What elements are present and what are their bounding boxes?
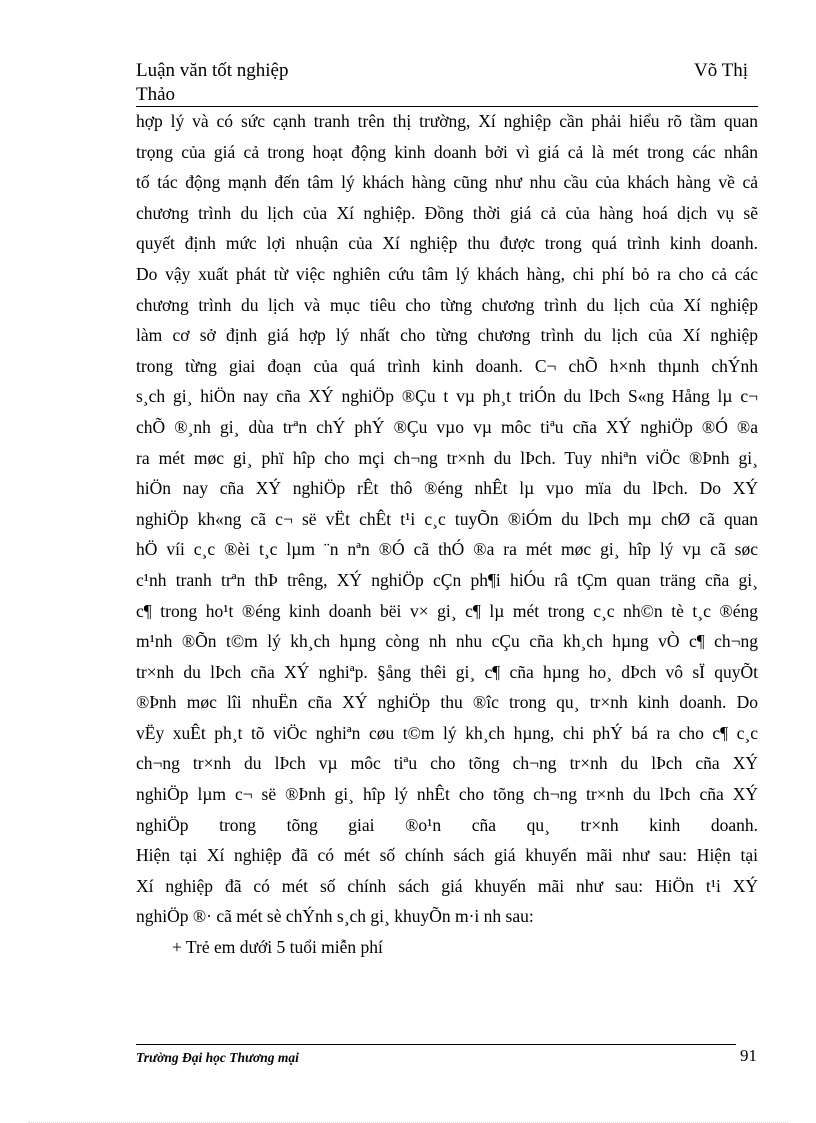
body-line: trong từng giai đoạn của quá trình kinh doanh. C¬ chÕ h×nh thµnh chÝnh: [136, 355, 758, 376]
body-line: Hiện tại Xí nghiệp đã có mét số chính sách giá khuyến mãi như sau: Hiện tại: [136, 845, 758, 866]
body-line: ®Þnh møc lîi nhuËn cña XÝ nghiÖp thu ®îc trong qu¸ tr×nh kinh doanh. Do: [136, 692, 758, 713]
body-line: chương trình du lịch và mục tiêu cho từng chương trình du lịch của Xí nghiệp: [136, 294, 758, 315]
body-line: nghiÖp lµm c¬ së ®Þnh gi¸ hîp lý nhÊt cho tõng ch¬ng tr×nh du lÞch cña XÝ: [136, 784, 758, 805]
body-line: làm cơ sở định giá hợp lý nhất cho từng chương trình du lịch của Xí nghiệp: [136, 325, 758, 346]
footer-school-name: Trường Đại học Thương mại: [136, 1050, 299, 1065]
page-number: 91: [740, 1046, 757, 1065]
header-author-name: Võ Thị: [694, 60, 749, 81]
body-line: nghiÖp ®· cã mét sè chÝnh s¸ch gi¸ khuyÕn m·i nh sau:: [136, 906, 534, 927]
header-author-surname: Thảo: [136, 84, 176, 105]
body-text: [136, 106, 758, 963]
body-line: trọng của giá cả trong hoạt động kinh doanh bởi vì giá cả là mét trong các nhân: [136, 141, 758, 162]
footer-divider: [136, 1044, 736, 1045]
body-line: m¹nh ®Õn t©m lý kh¸ch hµng còng nh nhu cÇu cña kh¸ch hµng vÒ c¶ ch¬ng: [136, 631, 758, 652]
body-line: nghiÖp trong tõng giai ®o¹n cña qu¸ tr×nh kinh doanh.: [136, 814, 758, 835]
body-line: c¹nh tranh trªn thÞ trêng, XÝ nghiÖp cÇn ph¶i hiÓu râ tÇm quan träng cña gi¸: [136, 569, 758, 590]
body-line: hợp lý và có sức cạnh tranh trên thị trường, Xí nghiệp cần phải hiểu rõ tầm quan: [136, 111, 758, 131]
body-line: Xí nghiệp đã có mét số chính sách giá khuyến mãi như sau: HiÖn t¹i XÝ: [136, 875, 758, 896]
body-line: s¸ch gi¸ hiÖn nay cña XÝ nghiÖp ®Çu t vµ ph¸t triÓn du lÞch S«ng Hång lµ c¬: [136, 386, 758, 407]
body-line: tố tác động mạnh đến tâm lý khách hàng cũng như nhu cầu của khách hàng về cả: [136, 172, 758, 193]
body-line: hiÖn nay cña XÝ nghiÖp rÊt thô ®éng nhÊt lµ vµo mïa du lÞch. Do XÝ: [136, 478, 758, 499]
body-line: tr×nh du lÞch cña XÝ nghiªp. §ång thêi gi¸ c¶ cña hµng ho¸ dÞch vô sÏ quyÕt: [136, 661, 758, 682]
body-line: chÕ ®¸nh gi¸ dùa trªn chÝ phÝ ®Çu vµo vµ môc tiªu cña XÝ nghiÖp ®Ó ®a: [136, 416, 758, 437]
body-line: Do vậy xuất phát từ việc nghiên cứu tâm lý khách hàng, chi phí bỏ ra cho cả các: [136, 263, 758, 284]
header-thesis-label: Luận văn tốt nghiệp: [136, 60, 289, 81]
body-line: hÖ víi c¸c ®èi t¸c lµm ¨n nªn ®Ó cã thÓ ®a ra mét møc gi¸ hîp lý vµ cã søc: [136, 539, 758, 560]
body-line: ch¬ng tr×nh du lÞch vµ môc tiªu cho tõng ch¬ng tr×nh du lÞch cña XÝ: [136, 753, 758, 774]
body-line: c¶ trong ho¹t ®éng kinh doanh bëi v× gi¸ c¶ lµ mét trong c¸c nh©n tè t¸c ®éng: [136, 600, 758, 621]
body-line: ra mét møc gi¸ phï hîp cho mçi ch¬ng tr×nh du lÞch. Tuy nhiªn viÖc ®Þnh gi¸: [136, 447, 758, 468]
body-line: nghiÖp kh«ng cã c¬ së vËt chÊt t¹i c¸c tuyÕn ®iÓm du lÞch mµ chØ cã quan: [136, 508, 758, 529]
bullet-item: + Trẻ em dưới 5 tuổi miễn phí: [172, 937, 383, 958]
body-line: quyết định mức lợi nhuận của Xí nghiệp thu được trong quá trình kinh doanh.: [136, 233, 758, 254]
body-line: chương trình du lịch của Xí nghiệp. Đồng thời giá cả của hàng hoá dịch vụ sẽ: [136, 202, 758, 223]
body-line: vËy xuÊt ph¸t tõ viÖc nghiªn cøu t©m lý kh¸ch hµng, chi phÝ bá ra cho c¶ c¸c: [136, 722, 758, 743]
